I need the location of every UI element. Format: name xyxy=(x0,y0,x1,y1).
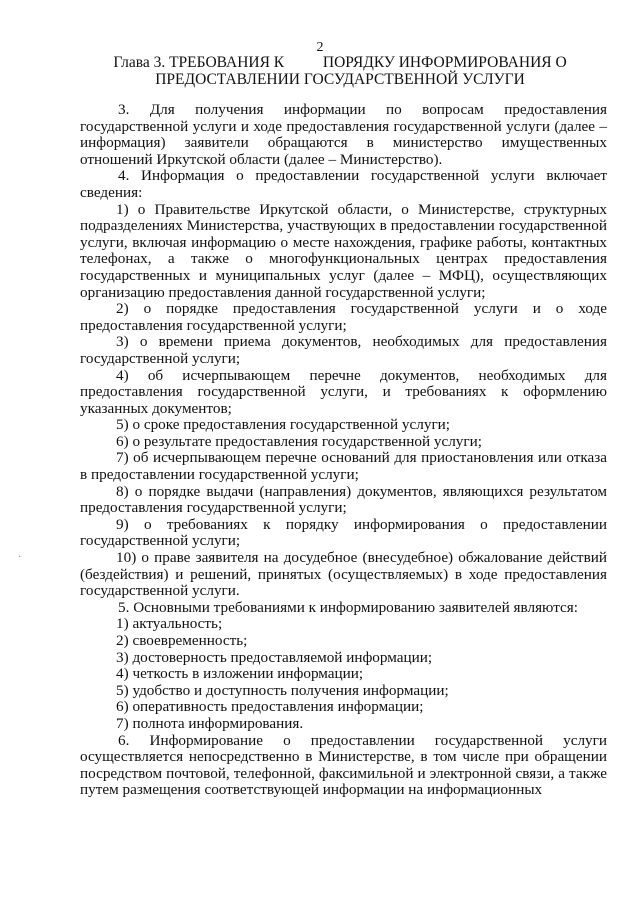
paragraph-3: 3. Для получения информации по вопросам предоставления государственной услуги и ходе предоставления государственной услуги (далее – информация) заявители обращаются в министерство имущественных отношений Иркутской области (далее – Министерство). xyxy=(80,101,607,168)
list-item: 5) удобство и доступность получения информации; xyxy=(116,681,449,699)
list-item: 7) полнота информирования. xyxy=(116,714,304,732)
list-item: 6) о результате предоставления государственной услуги; xyxy=(116,432,482,450)
list-item: 7) об исчерпывающем перечне оснований для приостановления или отказа в предоставлении государственной услуги; xyxy=(80,449,607,484)
list-item: 4) четкость в изложении информации; xyxy=(116,665,364,683)
page-number: 2 xyxy=(316,40,324,55)
list-item: 2) о порядке предоставления государственной услуги и о ходе предоставления государственной услуги; xyxy=(80,300,607,334)
list-item: 1) актуальность; xyxy=(116,615,223,633)
list-item: 3) достоверность предоставляемой информации; xyxy=(116,648,433,666)
paragraph-6: 6. Информирование о предоставлении государственной услуги осуществляется непосредственно в Министерстве, в том числе при обращении посредством почтовой, телефонной, факсимильной и электронной связи, а также путем размещения соответствующей информации на информационных xyxy=(80,731,607,799)
list-item: 8) о порядке выдачи (направления) документов, являющихся результатом предоставления государственной услуги; xyxy=(80,482,607,517)
paragraph-4: 4. Информация о предоставлении государственной услуги включает сведения: xyxy=(80,167,607,201)
list-item: 2) своевременность; xyxy=(116,632,248,649)
list-item: 9) о требованиях к порядку информирования о предоставлении государственной услуги; xyxy=(80,515,607,550)
list-item: 6) оперативность предоставления информации; xyxy=(116,698,424,716)
document-body xyxy=(80,102,607,799)
list-item: 10) о праве заявителя на досудебное (внесудебное) обжалование действий (бездействия) и решений, принятых (осуществляемых) в ходе предоставления государственной услуги. xyxy=(80,549,607,600)
chapter-title-line-2: ПРЕДОСТАВЛЕНИИ ГОСУДАРСТВЕННОЙ УСЛУГИ xyxy=(155,71,525,88)
chapter-title xyxy=(80,54,600,88)
paragraph-5: 5. Основными требованиями к информированию заявителей являются: xyxy=(118,598,578,616)
list-item: 5) о сроке предоставления государственной услуги; xyxy=(116,416,451,434)
list-item: 3) о времени приема документов, необходимых для предоставления государственной услуги; xyxy=(80,333,607,367)
list-item: 1) о Правительстве Иркутской области, о Министерстве, структурных подразделениях Министерства, участвующих в предоставлении государственной услуги, включая информацию о месте нахождения, графике работы, контактных телефонах, а также о многофункциональных центрах предоставления государственных и муниципальных услуг (далее – МФЦ), осуществляющих организацию предоставления данной государственной услуги; xyxy=(80,200,607,301)
chapter-title-line-1: Глава 3. ТРЕБОВАНИЯ К ПОРЯДКУ ИНФОРМИРОВАНИЯ О xyxy=(113,54,567,71)
list-item: 4) об исчерпывающем перечне документов, необходимых для предоставления государственной услуги, и требованиях к оформлению указанных документов; xyxy=(80,366,607,417)
margin-mark: · xyxy=(18,552,22,563)
